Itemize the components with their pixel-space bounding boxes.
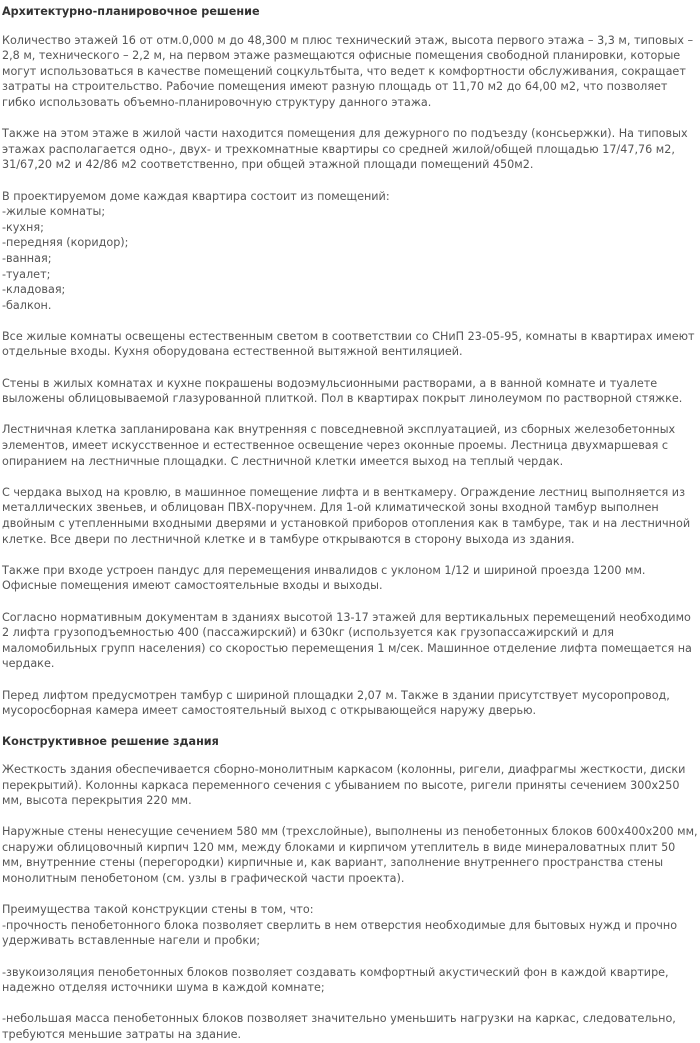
- paragraph: Наружные стены ненесущие сечением 580 мм (трехслойные), выполнены из пенобетонных блоков 600х400х200 мм, снаружи облицовочный кирпич 120 мм, между блоками и кирпичом утеплитель в виде минераловатных плит 50 мм, внутренние стены (перегородки) кирпичные и, как вариант, заполнение внутреннего пространства стены монолитным пенобетоном (см. узлы в графической части проекта).: [2, 825, 698, 886]
- paragraph: Стены в жилых комнатах и кухне покрашены водоэмульсионными растворами, а в ванной комнате и туалете выложены облицовываемой глазурованной плиткой. Пол в квартирах покрыт линолеумом по растворной стяжке.: [2, 376, 683, 406]
- paragraph: Преимущества такой конструкции стены в том, что: -прочность пенобетонного блока позволяет сверлить в нем отверстия необходимые для бытовых нужд и прочно удерживать вставленные нагели и пробки;: [2, 903, 678, 948]
- paragraph: -звукоизоляция пенобетонных блоков позволяет создавать комфортный акустический фон в каждой квартире, надежно отделяя источники шума в каждой комнате;: [2, 965, 669, 995]
- paragraph: С чердака выход на кровлю, в машинное помещение лифта и в венткамеру. Ограждение лестниц выполняется из металлических звеньев, и облицован ПВХ-поручнем. Для 1-ой климатической зоны входной тамбур выполнен двойным с утепленными входными дверями и установкой приборов отопления как в тамбуре, так и на лестничной клетке. Все двери по лестничной клетке и в тамбуре открываются в сторону выхода из здания.: [2, 485, 691, 546]
- paragraph: Жесткость здания обеспечивается сборно-монолитным каркасом (колонны, ригели, диафрагмы жесткости, диски перекрытий). Колонны каркаса переменного сечения с убыванием по высоте, ригели приняты сечением 300х250 мм, высота перекрытия 220 мм.: [2, 762, 686, 808]
- section-heading-structure: Конструктивное решение здания: [2, 735, 219, 749]
- list-item: -кладовая;: [2, 283, 66, 297]
- list-item: -передняя (коридор);: [2, 236, 129, 250]
- paragraph: Все жилые комнаты освещены естественным светом в соответствии со СНиП 23-05-95, комнаты в квартирах имеют отдельные входы. Кухня оборудована естественной вытяжной вентиляцией.: [2, 329, 695, 359]
- paragraph: -небольшая масса пенобетонных блоков позволяет значительно уменьшить нагрузки на каркас, следовательно, требуются меньшие затраты на здание.: [2, 1012, 676, 1041]
- rooms-list: [2, 189, 700, 314]
- paragraph: Также при входе устроен пандус для перемещения инвалидов с уклоном 1/12 и шириной проезда 1200 мм. Офисные помещения имеют самостоятельные входы и выходы.: [2, 563, 646, 593]
- paragraph: Перед лифтом предусмотрен тамбур с шириной площадки 2,07 м. Также в здании присутствует мусоропровод, мусоросборная камера имеет самостоятельный выход с открывающейся наружу дверью.: [2, 688, 670, 718]
- list-item: -балкон.: [2, 298, 52, 312]
- list-item: -ванная;: [2, 251, 52, 265]
- paragraph: Согласно нормативным документам в зданиях высотой 13-17 этажей для вертикальных перемещений необходимо 2 лифта грузоподъемностью 400 (пассажирский) и 630кг (используется как грузопассажирский и для маломобильных групп населения) со скоростью перемещения 1 м/сек. Машинное отделение лифта помещается на чердаке.: [2, 610, 692, 671]
- paragraph: Количество этажей 16 от отм.0,000 м до 48,300 м плюс технический этаж, высота первого этажа – 3,3 м, типовых – 2,8 м, технического – 2,2 м, на первом этаже размещаются офисные помещения свободной планировки, которые могут использоваться в качестве помещений соцкультбыта, что ведет к комфортности обслуживания, сокращает затраты на строительство. Рабочие помещения имеют разную площадь от 11,70 м2 до 64,00 м2, что позволяет гибко использовать объемно-планировочную структуру данного этажа.: [2, 33, 694, 109]
- list-intro: В проектируемом доме каждая квартира состоит из помещений:: [2, 189, 390, 203]
- list-item: -жилые комнаты;: [2, 205, 106, 219]
- paragraph: Лестничная клетка запланирована как внутренняя с повседневной эксплуатацией, из сборных железобетонных элементов, имеет искусственное и естественное освещение через оконные проемы. Лестница двухмаршевая с опиранием на лестничные площадки. С лестничной клетки имеется выход на теплый чердак.: [2, 423, 676, 468]
- section-heading-architecture: Архитектурно-планировочное решение: [2, 5, 260, 18]
- list-item: -кухня;: [2, 220, 44, 234]
- list-item: -туалет;: [2, 267, 51, 281]
- paragraph: Также на этом этаже в жилой части находится помещения для дежурного по подъезду (консьержки). На типовых этажах располагается одно-, двух- и трехкомнатные квартиры со средней жилой/общей площадью 17/47,76 м2, 31/67,20 м2 и 42/86 м2 соответственно, при общей этажной площади помещений 450м2.: [2, 127, 688, 172]
